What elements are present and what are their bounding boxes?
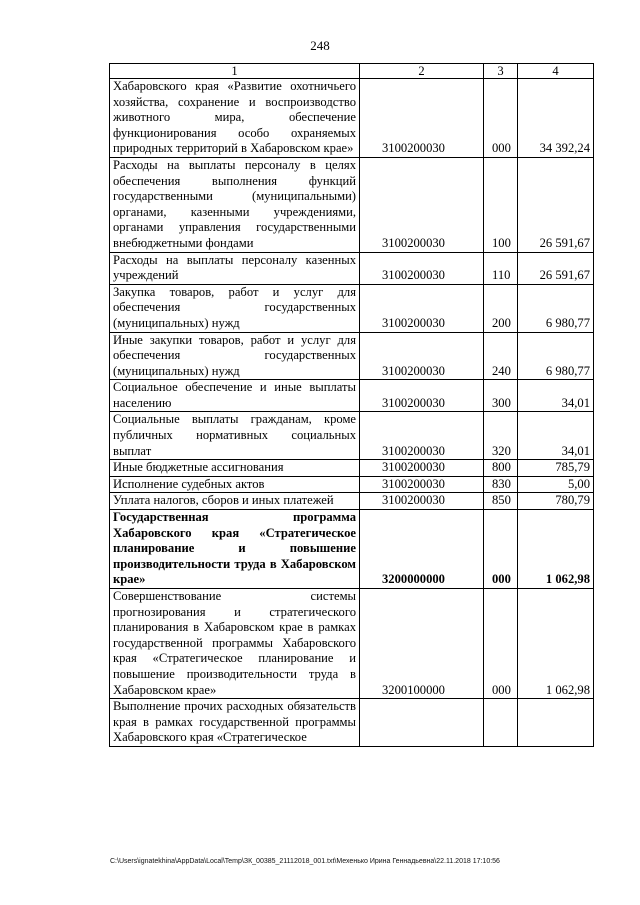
row-kind-cell: 830 xyxy=(484,476,518,493)
row-kind-cell: 110 xyxy=(484,252,518,284)
row-code-cell: 3100200030 xyxy=(360,252,484,284)
row-name-cell: Социальное обеспечение и иные выплаты населению xyxy=(110,380,360,412)
row-code-cell xyxy=(360,699,484,747)
row-amount-cell xyxy=(518,699,594,747)
row-kind-cell: 000 xyxy=(484,510,518,589)
row-name-cell: Государственная программа Хабаровского края «Стратегическое планирование и повышение производительности труда в Хабаровском крае» xyxy=(110,510,360,589)
row-kind-cell: 200 xyxy=(484,284,518,332)
table-row xyxy=(110,460,594,477)
page-number: 248 xyxy=(310,38,330,53)
row-amount-cell: 5,00 xyxy=(518,476,594,493)
row-code-cell: 3100200030 xyxy=(360,79,484,158)
row-kind-cell: 300 xyxy=(484,380,518,412)
row-kind-cell: 100 xyxy=(484,157,518,252)
table-row xyxy=(110,493,594,510)
row-kind-cell: 000 xyxy=(484,79,518,158)
file-path-footer: C:\Users\ignatekhina\AppData\Local\Temp\ЗК_00385_21112018_001.txt\Мехенько Ирина Геннадьевна\22.11.2018 17:10:56 xyxy=(110,858,500,865)
header-cell: 1 xyxy=(110,64,360,79)
row-name-cell: Закупка товаров, работ и услуг для обеспечения государственных (муниципальных) нужд xyxy=(110,284,360,332)
row-code-cell: 3100200030 xyxy=(360,284,484,332)
row-kind-cell: 320 xyxy=(484,412,518,460)
table-row xyxy=(110,284,594,332)
table-header-row xyxy=(110,64,594,79)
row-name-cell: Расходы на выплаты персоналу казенных учреждений xyxy=(110,252,360,284)
row-kind-cell xyxy=(484,699,518,747)
row-code-cell: 3100200030 xyxy=(360,412,484,460)
header-cell: 4 xyxy=(518,64,594,79)
row-code-cell: 3200100000 xyxy=(360,589,484,699)
row-amount-cell: 34 392,24 xyxy=(518,79,594,158)
row-name-cell: Иные закупки товаров, работ и услуг для обеспечения государственных (муниципальных) нужд xyxy=(110,332,360,380)
table-row xyxy=(110,412,594,460)
row-amount-cell: 26 591,67 xyxy=(518,252,594,284)
row-name-cell: Совершенствование системы прогнозирования и стратегического планирования в Хабаровском крае в рамках государственной программы Хабаровского края «Стратегическое планирование и повышение производительности труда в Хабаровском крае» xyxy=(110,589,360,699)
header-cell: 2 xyxy=(360,64,484,79)
row-kind-cell: 800 xyxy=(484,460,518,477)
row-kind-cell: 850 xyxy=(484,493,518,510)
table-row xyxy=(110,252,594,284)
table-row xyxy=(110,510,594,589)
row-code-cell: 3100200030 xyxy=(360,332,484,380)
row-amount-cell: 1 062,98 xyxy=(518,510,594,589)
row-name-cell: Исполнение судебных актов xyxy=(110,476,360,493)
table-row xyxy=(110,589,594,699)
row-code-cell: 3100200030 xyxy=(360,476,484,493)
row-name-cell: Расходы на выплаты персоналу в целях обеспечения выполнения функций государственными (муниципальными) органами, казенными учреждениями, органами управления государственными внебюджетными фондами xyxy=(110,157,360,252)
table-row xyxy=(110,79,594,158)
table-body xyxy=(110,64,594,747)
row-name-cell: Иные бюджетные ассигнования xyxy=(110,460,360,477)
table-row xyxy=(110,699,594,747)
row-amount-cell: 780,79 xyxy=(518,493,594,510)
row-code-cell: 3200000000 xyxy=(360,510,484,589)
table-row xyxy=(110,476,594,493)
row-amount-cell: 785,79 xyxy=(518,460,594,477)
row-amount-cell: 34,01 xyxy=(518,380,594,412)
table-row xyxy=(110,332,594,380)
row-amount-cell: 1 062,98 xyxy=(518,589,594,699)
row-kind-cell: 000 xyxy=(484,589,518,699)
row-name-cell: Социальные выплаты гражданам, кроме публичных нормативных социальных выплат xyxy=(110,412,360,460)
row-code-cell: 3100200030 xyxy=(360,157,484,252)
row-code-cell: 3100200030 xyxy=(360,380,484,412)
row-amount-cell: 6 980,77 xyxy=(518,284,594,332)
row-code-cell: 3100200030 xyxy=(360,493,484,510)
row-kind-cell: 240 xyxy=(484,332,518,380)
header-cell: 3 xyxy=(484,64,518,79)
row-name-cell: Уплата налогов, сборов и иных платежей xyxy=(110,493,360,510)
table-row xyxy=(110,157,594,252)
row-amount-cell: 34,01 xyxy=(518,412,594,460)
table-row xyxy=(110,380,594,412)
budget-table xyxy=(109,63,594,747)
row-amount-cell: 26 591,67 xyxy=(518,157,594,252)
row-name-cell: Хабаровского края «Развитие охотничьего хозяйства, сохранение и воспроизводство животного мира, обеспечение функционирования особо охраняемых природных территорий в Хабаровском крае» xyxy=(110,79,360,158)
row-name-cell: Выполнение прочих расходных обязательств края в рамках государственной программы Хабаровского края «Стратегическое xyxy=(110,699,360,747)
row-code-cell: 3100200030 xyxy=(360,460,484,477)
row-amount-cell: 6 980,77 xyxy=(518,332,594,380)
